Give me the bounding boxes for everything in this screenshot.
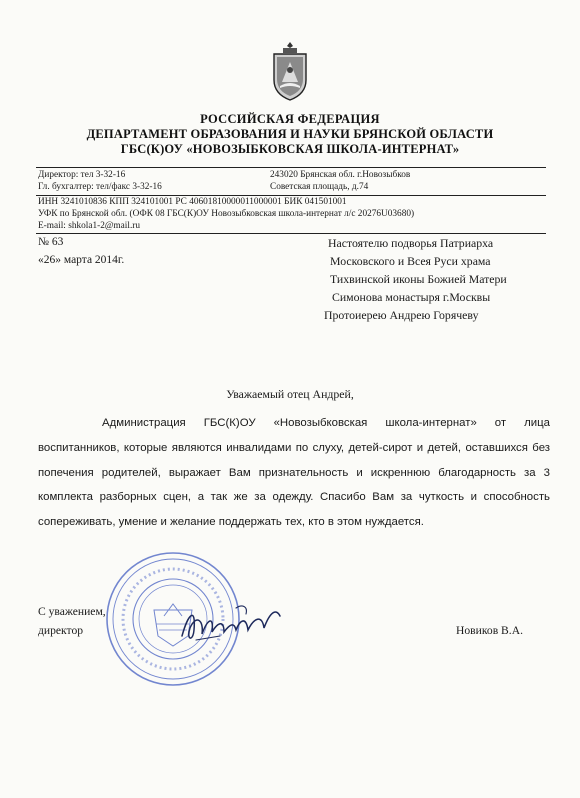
header-department: ДЕПАРТАМЕНТ ОБРАЗОВАНИЯ И НАУКИ БРЯНСКОЙ ОБЛАСТИ xyxy=(86,127,494,141)
addressee-line: Московского и Всея Руси храма xyxy=(330,254,491,268)
contacts-divider xyxy=(36,195,546,196)
bank-requisites: ИНН 3241010836 КПП 324101001 РС 40601810000011000001 БИК 041501001 xyxy=(38,197,347,207)
signature-icon xyxy=(176,596,284,652)
email: E-mail: shkola1-2@mail.ru xyxy=(38,221,141,231)
signer-title: директор xyxy=(38,624,84,637)
director-phone: Директор: тел 3-32-16 xyxy=(38,170,126,180)
addressee-line: Симонова монастыря г.Москвы xyxy=(332,290,491,304)
letter-number: № 63 xyxy=(38,236,64,248)
addressee-line: Протоиерею Андрею Горячеву xyxy=(324,308,479,322)
closing-regards: С уважением, xyxy=(38,605,106,618)
letter-body: Администрация ГБС(К)ОУ «Новозыбковская школа-интернат» от лица воспитанников, которые являются инвалидами по слуху, детей-сирот и детей, оставшихся без попечения родителей, выражает Вам признательность и искреннюю благодарность за 3 комплекта разборных сцен, а так же за одежду. Спасибо Вам за чуткость и способность сопереживать, умение и желание поддержать тех, кто в этом нуждается. xyxy=(38,417,550,529)
signer-name: Новиков В.А. xyxy=(456,624,523,637)
accountant-phone: Гл. бухгалтер: тел/факс 3-32-16 xyxy=(38,182,162,192)
coat-of-arms-icon xyxy=(270,40,310,102)
header-school: ГБС(К)ОУ «НОВОЗЫБКОВСКАЯ ШКОЛА-ИНТЕРНАТ» xyxy=(120,142,460,156)
salutation: Уважаемый отец Андрей, xyxy=(226,387,354,401)
requisites-divider xyxy=(36,233,546,234)
letter-date: «26» марта 2014г. xyxy=(38,254,125,266)
addressee-line: Настоятелю подворья Патриарха xyxy=(328,236,494,250)
header-divider xyxy=(36,167,546,168)
treasury-account: УФК по Брянской обл. (ОФК 08 ГБС(К)ОУ Новозыбковская школа-интернат л/с 20276U03680) xyxy=(38,209,415,219)
address-line-1: 243020 Брянская обл. г.Новозыбков xyxy=(270,170,411,180)
address-line-2: Советская площадь, д.74 xyxy=(270,182,369,192)
header-country: РОССИЙСКАЯ ФЕДЕРАЦИЯ xyxy=(200,112,380,126)
addressee-line: Тихвинской иконы Божией Матери xyxy=(330,272,507,286)
